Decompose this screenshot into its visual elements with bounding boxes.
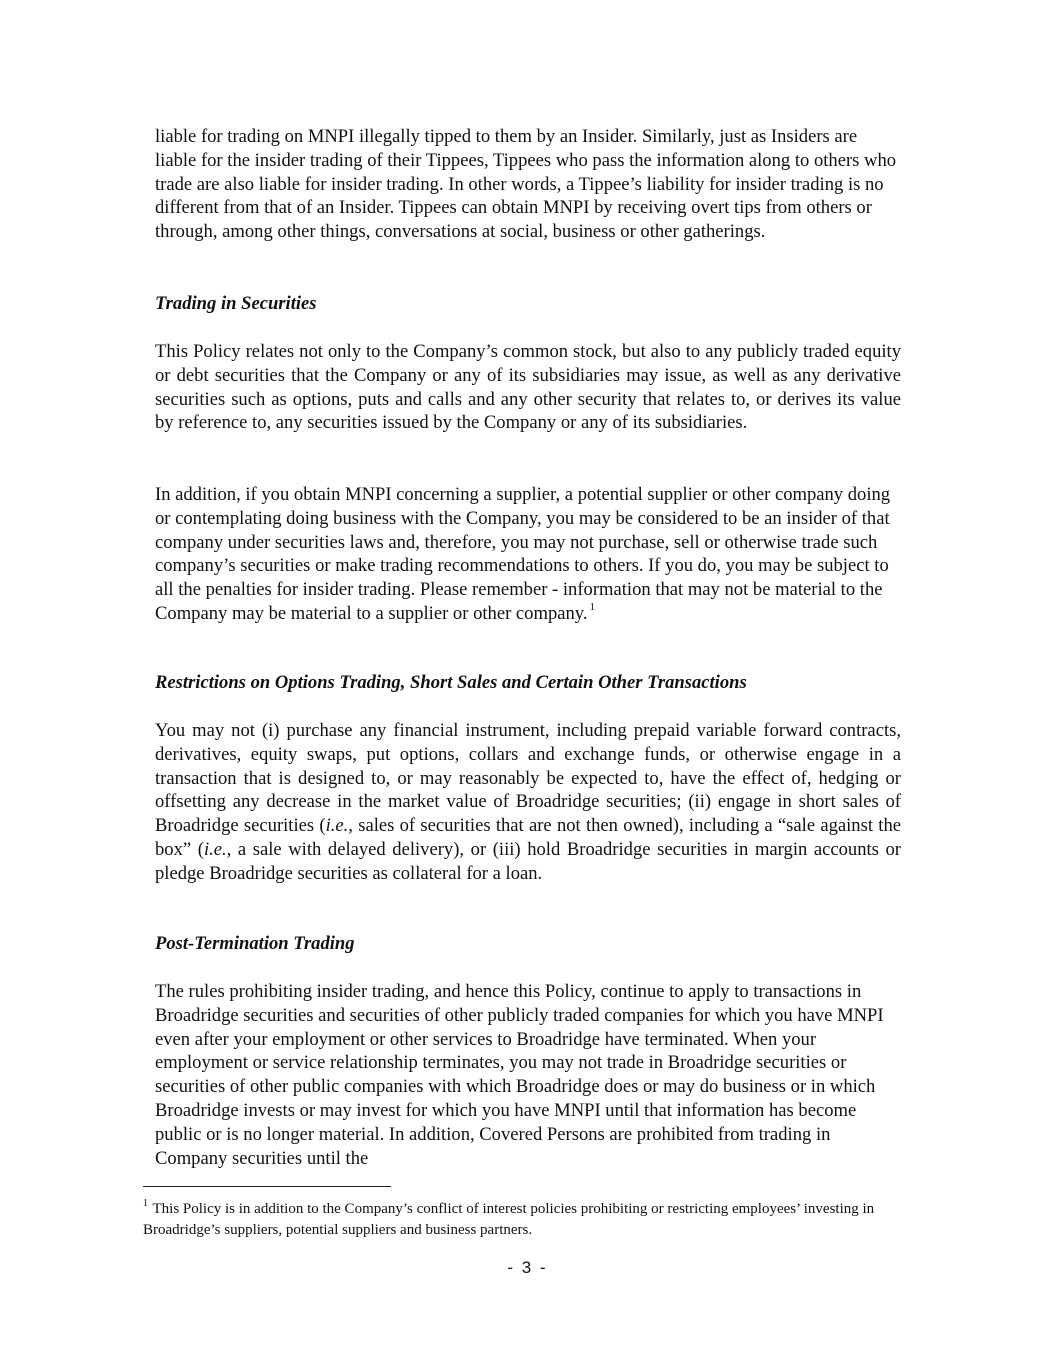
heading-trading-in-securities: Trading in Securities bbox=[155, 293, 317, 314]
paragraph-supplier-mnpi bbox=[155, 483, 901, 626]
restrictions-text-2: sales of securities that are not then owned), including a “sale against the box” ( bbox=[155, 815, 901, 860]
paragraph-tippee-liability: liable for trading on MNPI illegally tipped to them by an Insider. Similarly, just as Insiders are liable for the insider trading of their Tippees, Tippees who pass the information along to others who trade are also liable for insider trading. In other words, a Tippee’s liability for insider trading is no different from that of an Insider. Tippees can obtain MNPI by receiving overt tips from others or through, among other things, conversations at social, business or other gatherings. bbox=[155, 126, 897, 243]
page-number: - 3 - bbox=[507, 1258, 548, 1277]
paragraph-trading-scope: This Policy relates not only to the Company’s common stock, but also to any publicly traded equity or debt securities that the Company or any of its subsidiaries may issue, as well as any derivative securities such as options, puts and calls and any other security that relates to, or derives its value by reference to, any securities issued by the Company or any of its subsidiaries. bbox=[155, 341, 901, 434]
footnote-separator bbox=[143, 1186, 391, 1187]
heading-restrictions: Restrictions on Options Trading, Short Sales and Certain Other Transactions bbox=[155, 672, 747, 693]
restrictions-ie-2: i.e., bbox=[203, 838, 232, 860]
paragraph-supplier-mnpi-text: In addition, if you obtain MNPI concerning a supplier, a potential supplier or other company doing or contemplating doing business with the Company, you may be considered to be an insider of that company under securities laws and, therefore, you may not purchase, sell or otherwise trade such company’s securities or make trading recommendations to others. If you do, you may be subject to all the penalties for insider trading. Please remember - information that may not be material to the Company may be material to a supplier or other company. bbox=[155, 484, 891, 624]
footnote-1 bbox=[143, 1199, 903, 1241]
footnote-text: This Policy is in addition to the Company’s conflict of interest policies prohibiting or restricting employees’ investing in Broadridge’s suppliers, potential suppliers and business partners. bbox=[143, 1201, 875, 1238]
paragraph-post-termination: The rules prohibiting insider trading, and hence this Policy, continue to apply to transactions in Broadridge securities and securities of other publicly traded companies for which you have MNPI even after your employment or other services to Broadridge have terminated. When your employment or service relationship terminates, you may not trade in Broadridge securities or securities of other public companies with which Broadridge does or may do business or in which Broadridge invests or may invest for which you have MNPI until that information has become public or is no longer material. In addition, Covered Persons are prohibited from trading in Company securities until the bbox=[155, 981, 884, 1169]
restrictions-ie-1: i.e., bbox=[325, 815, 353, 837]
restrictions-text-3: a sale with delayed delivery), or (iii) hold Broadridge securities in margin accounts or pledge Broadridge securities as collateral for a loan. bbox=[155, 838, 902, 884]
paragraph-restrictions bbox=[155, 719, 901, 886]
footnote-marker: 1 bbox=[143, 1198, 148, 1209]
restrictions-text-1: You may not (i) purchase any financial instrument, including prepaid variable forward contracts, derivatives, equity swaps, put options, collars and exchange funds, or otherwise engage in a transaction that is designed to, or may reasonably be expected to, have the effect of, hedging or offsetting any decrease in the market value of Broadridge securities; (ii) engage in short sales of Broadridge securities ( bbox=[155, 720, 901, 837]
footnote-reference[interactable]: 1 bbox=[589, 600, 596, 613]
heading-post-termination: Post-Termination Trading bbox=[155, 933, 355, 954]
